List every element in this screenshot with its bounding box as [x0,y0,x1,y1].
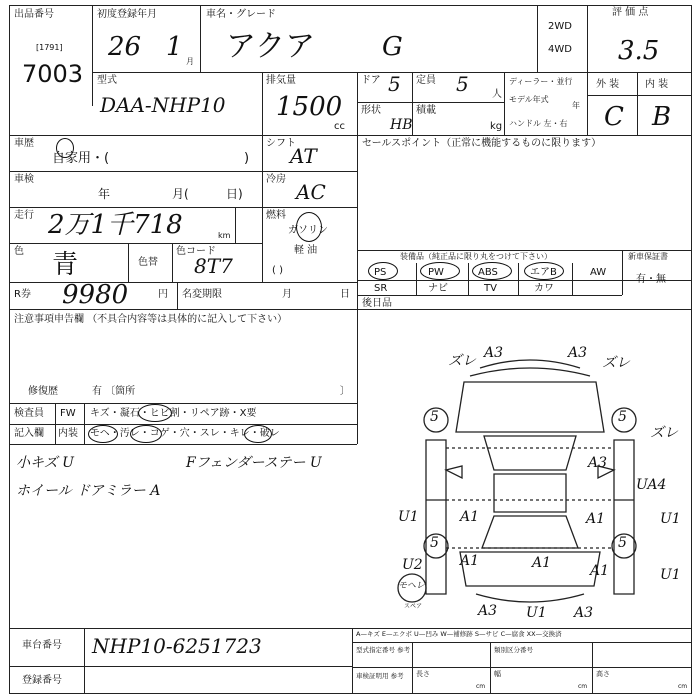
history-value: 自家用・( [52,151,110,166]
mark-spare-note: モヘレ [398,581,425,591]
equip-aw: AW [590,267,607,278]
tire-num-rear-left: 5 [430,535,439,551]
month-unit: 月 [186,57,194,66]
mileage-label: 走行 [14,210,34,221]
equip-abs: ABS [478,267,498,278]
mark-hood-a1: A1 [532,555,552,571]
hand-note-1: 小キズ U [16,455,74,471]
hand-note-3: ホイール ドアミラー A [16,483,161,499]
mark-rear-left-a1: A1 [460,553,480,569]
tire-num-rear-right: 5 [618,535,627,551]
mark-rear-right-a1: A1 [590,563,610,579]
color-label: 色 [14,246,24,257]
capacity-label: 定員 [416,75,436,86]
score: 3.5 [618,36,660,66]
mark-hood-a3: A3 [588,455,608,471]
name-grade-label: 車名・グレード [206,9,276,20]
mark-front-left-gap: ズレ [448,353,476,369]
tire-num-front-left: 5 [430,409,439,425]
mark-rear-u1: U1 [526,605,547,621]
name-change-day: 日 [340,289,350,300]
model: DAA-NHP10 [100,93,226,117]
lot-bracket: [1791] [36,43,63,52]
mark-rear-right-u1: U1 [660,567,681,583]
length-label: 長さ [416,670,430,678]
fw-label: FW [60,408,76,419]
mark-front-right-gap: ズレ [602,355,630,371]
shape-label: 形状 [361,105,381,116]
fuel-label: 燃料 [266,210,286,221]
interior-grade: B [652,102,672,132]
fuel-paren: ( ) [272,265,283,276]
mark-right-fender-gap: ズレ [650,425,678,441]
exterior-grade: C [604,102,624,132]
inspector-label: 検査員 [14,408,44,419]
inspection-label: 車検 [14,174,34,185]
width-label: 幅 [494,670,501,678]
person-unit: 人 [492,89,502,100]
ac: AC [296,180,326,204]
handle-label: ハンドル 左・右 [509,119,568,128]
mark-front-a3-right: A3 [568,345,588,361]
name-change-month: 月 [282,289,292,300]
equipment-label: 装備品（純正品に限り丸をつけて下さい） [400,252,552,261]
fuel-diesel: 軽 油 [294,245,318,256]
mileage: 2万1千718 [48,210,183,240]
displacement: 1500 [276,92,343,122]
first-reg-label: 初度登録年月 [97,9,157,20]
inspection-year: 年 [98,187,111,201]
history-label: 車歴 [14,138,34,149]
lot-label: 出品番号 [14,9,54,20]
mark-right-u1: U1 [660,511,681,527]
color-code-label: 色コード [176,246,216,257]
equip-tv: TV [484,283,497,294]
yen-unit: 円 [158,289,168,300]
drive-4wd: 4WD [548,44,572,55]
equip-airbag: エアB [530,267,557,278]
repair-label: 修復歴 [28,386,58,397]
warranty-value: 有・無 [636,274,666,285]
mark-rear-right-a3: A3 [574,605,594,621]
mark-front-a3-left: A3 [484,345,504,361]
interior-note-label: 内装 [58,428,78,439]
doors-label: ドア [361,75,381,86]
mark-left-a1: A1 [460,509,480,525]
repair-value: 有 〔箇所 [92,386,136,397]
mark-left-u2: U2 [402,557,423,573]
model-label: 型式 [97,75,117,86]
hand-note-2: Fフェンダーステー U [186,455,322,471]
year-unit: 年 [572,101,580,110]
notice-label: 注意事項申告欄 （不具合内容等は具体的に記入して下さい） [14,314,288,325]
doors: 5 [388,72,401,96]
chassis-label: 車台番号 [22,640,62,651]
recycle-label: R券 [14,289,31,300]
drive-2wd: 2WD [548,21,572,32]
capacity: 5 [456,72,469,96]
history-close: ) [244,151,250,166]
tire-num-front-right: 5 [618,409,627,425]
length-cm: cm [476,683,486,690]
height-label: 高さ [596,670,610,678]
mark-left-u1: U1 [398,509,419,525]
km-unit: km [218,231,231,240]
cert-label: 車検証明用 参考 [356,672,404,680]
inspection-month: 月( [172,187,189,201]
new-warranty-label: 新車保証書 [628,252,668,261]
color: 青 [52,250,79,280]
color-change-label: 色替 [138,257,158,268]
shift: AT [290,144,317,168]
entry-label: 記入欄 [14,428,44,439]
cc-unit: cc [334,121,345,132]
shape: HB [390,117,413,133]
grade: G [382,32,403,62]
fuel-gas: ガソリン [288,225,328,236]
repair-close: 〕 [340,386,350,397]
fw-items: キズ・凝石・ヒビ割・リペア跡・X要 [90,408,257,419]
displacement-label: 排気量 [266,75,296,86]
mark-right-a1: A1 [586,511,606,527]
car-name: アクア [226,29,316,64]
mark-rear-left-a3: A3 [478,603,498,619]
first-reg-year: 26 [108,32,142,62]
category-label: 類別区分番号 [494,646,533,654]
score-label: 評 価 点 [612,7,649,18]
name-change-label: 名変期限 [182,289,222,300]
damage-legend: A—キズ E—エクボ U—凹み W—補修跡 S—サビ C—腐食 XX—交換済 [356,630,562,638]
load-label: 積載 [416,105,436,116]
equip-ps: PS [374,267,387,278]
equip-leather: カワ [534,283,554,294]
ac-label: 冷房 [266,174,286,185]
color-code: 8T7 [194,254,233,278]
sales-point-label: セールスポイント（正常に機能するものに限ります） [362,138,602,149]
first-reg-month: 1 [166,32,183,62]
spare-label: スペア [404,603,423,610]
mark-right-ua4: UA4 [636,477,667,493]
equip-navi: ナビ [428,283,448,294]
dealer-label: ディーラー・並行 [509,77,573,86]
chassis-number: NHP10-6251723 [92,634,262,658]
equip-sr: SR [374,283,388,294]
kg-unit: kg [490,121,503,132]
model-year-label: モデル年式 [509,95,549,104]
shift-label: シフト [266,138,296,149]
after-label: 後日品 [362,298,392,309]
height-cm: cm [678,683,688,690]
exterior-label: 外 装 [596,79,620,90]
model-cert-label: 型式指定番号 参考 [356,646,411,654]
equip-pw: PW [428,267,444,278]
interior-items: モヘ・汚レ・コゲ・穴・スレ・キレ・破レ [90,428,280,439]
inspection-day: 日) [226,187,243,201]
width-cm: cm [578,683,588,690]
lot-number: 7003 [22,60,84,88]
recycle: 9980 [62,280,129,310]
interior-label: 内 装 [645,79,669,90]
reg-label: 登録番号 [22,675,62,686]
